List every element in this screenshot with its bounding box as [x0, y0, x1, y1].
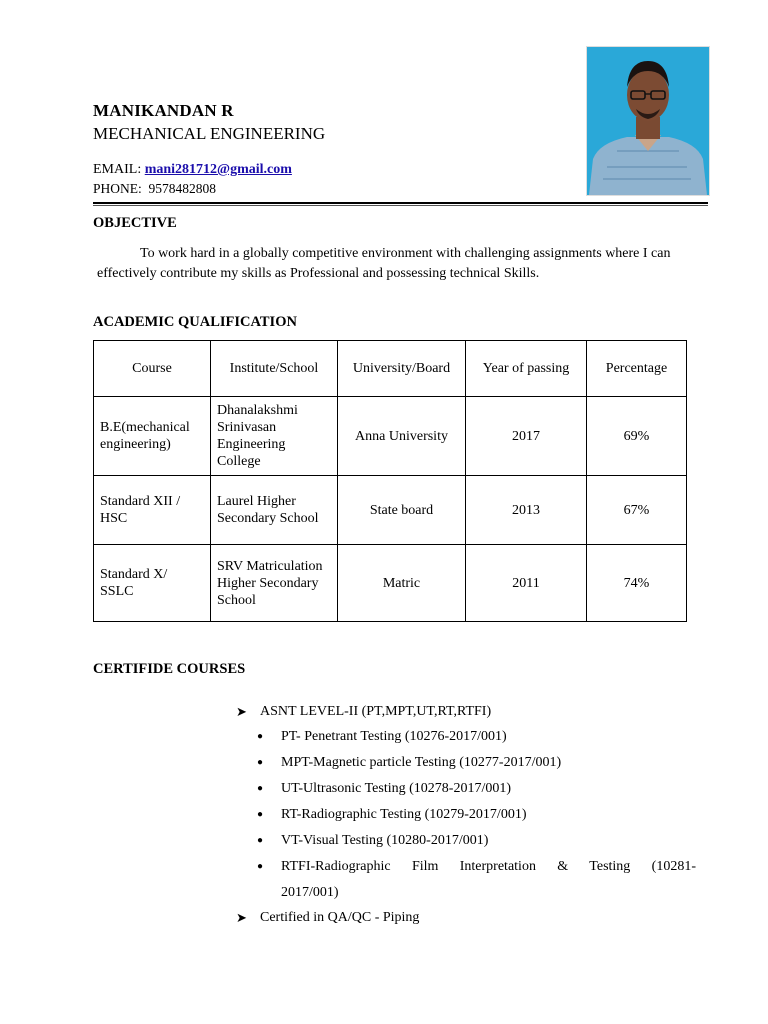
table-cell-year: 2017 — [466, 397, 587, 476]
list-subitem-label: PT- Penetrant Testing (10276-2017/001) — [281, 729, 507, 744]
list-item — [236, 700, 696, 724]
phone-line — [93, 181, 216, 197]
column-header-university: University/Board — [338, 341, 466, 397]
list-subitem-label: VT-Visual Testing (10280-2017/001) — [281, 833, 489, 848]
dot-bullet-icon: ● — [257, 757, 264, 768]
column-header-year: Year of passing — [466, 341, 587, 397]
table-cell-percentage: 74% — [587, 545, 687, 622]
list-item-label: Certified in QA/QC - Piping — [260, 910, 420, 925]
header-divider — [93, 202, 708, 204]
table-row — [94, 476, 687, 545]
list-subitem-label: MPT-Magnetic particle Testing (10277-2017/001) — [281, 755, 562, 770]
table-cell-percentage: 67% — [587, 476, 687, 545]
academic-table — [93, 340, 687, 622]
table-cell-institute: SRV Matriculation Higher Secondary School — [211, 545, 338, 622]
column-header-institute: Institute/School — [211, 341, 338, 397]
phone-number: 9578482808 — [148, 181, 217, 196]
arrow-bullet-icon: ➤ — [236, 910, 247, 925]
phone-label: PHONE: — [93, 181, 142, 196]
email-label: EMAIL: — [93, 162, 142, 177]
table-cell-year: 2013 — [466, 476, 587, 545]
header-divider-thin — [93, 205, 708, 206]
table-row — [94, 397, 687, 476]
list-subitem-label: RT-Radiographic Testing (10279-2017/001) — [281, 807, 527, 822]
table-cell-university: Anna University — [338, 397, 466, 476]
list-subitem — [236, 828, 696, 854]
table-cell-year: 2011 — [466, 545, 587, 622]
table-header-row — [94, 341, 687, 397]
email-line — [93, 162, 292, 178]
candidate-name: MANIKANDAN R — [93, 101, 234, 120]
academic-heading: ACADEMIC QUALIFICATION — [93, 314, 297, 330]
certified-courses-list — [236, 700, 696, 930]
table-row — [94, 545, 687, 622]
table-cell-percentage: 69% — [587, 397, 687, 476]
list-subitem-label: RTFI-Radiographic Film Interpretation & Testing (10281-2017/001) — [281, 859, 696, 900]
objective-heading: OBJECTIVE — [93, 215, 177, 231]
list-subitem — [236, 854, 696, 906]
email-link[interactable]: mani281712@gmail.com — [144, 162, 292, 177]
list-item-label: ASNT LEVEL-II (PT,MPT,UT,RT,RTFI) — [260, 704, 492, 719]
certified-courses-heading: CERTIFIDE COURSES — [93, 661, 246, 677]
list-subitem-label: UT-Ultrasonic Testing (10278-2017/001) — [281, 781, 511, 796]
column-header-course: Course — [94, 341, 211, 397]
list-subitem — [236, 802, 696, 828]
table-cell-course: Standard X/ SSLC — [94, 545, 211, 622]
table-cell-university: State board — [338, 476, 466, 545]
person-portrait-icon — [587, 47, 709, 195]
column-header-percentage: Percentage — [587, 341, 687, 397]
table-cell-course: B.E(mechanical engineering) — [94, 397, 211, 476]
profile-photo — [586, 46, 710, 196]
table-cell-institute: Dhanalakshmi Srinivasan Engineering College — [211, 397, 338, 476]
list-item — [236, 906, 696, 930]
table-cell-university: Matric — [338, 545, 466, 622]
objective-text: To work hard in a globally competitive environment with challenging assignments where I can effectively contribute my skills as Professional and possessing technical Skills. — [97, 246, 671, 281]
dot-bullet-icon: ● — [257, 731, 264, 742]
dot-bullet-icon: ● — [257, 861, 264, 872]
candidate-department: MECHANICAL ENGINEERING — [93, 124, 326, 143]
dot-bullet-icon: ● — [257, 809, 264, 820]
dot-bullet-icon: ● — [257, 783, 264, 794]
table-cell-course: Standard XII / HSC — [94, 476, 211, 545]
table-cell-institute: Laurel Higher Secondary School — [211, 476, 338, 545]
list-subitem — [236, 776, 696, 802]
list-subitem — [236, 724, 696, 750]
list-subitem — [236, 750, 696, 776]
arrow-bullet-icon: ➤ — [236, 704, 247, 719]
dot-bullet-icon: ● — [257, 835, 264, 846]
